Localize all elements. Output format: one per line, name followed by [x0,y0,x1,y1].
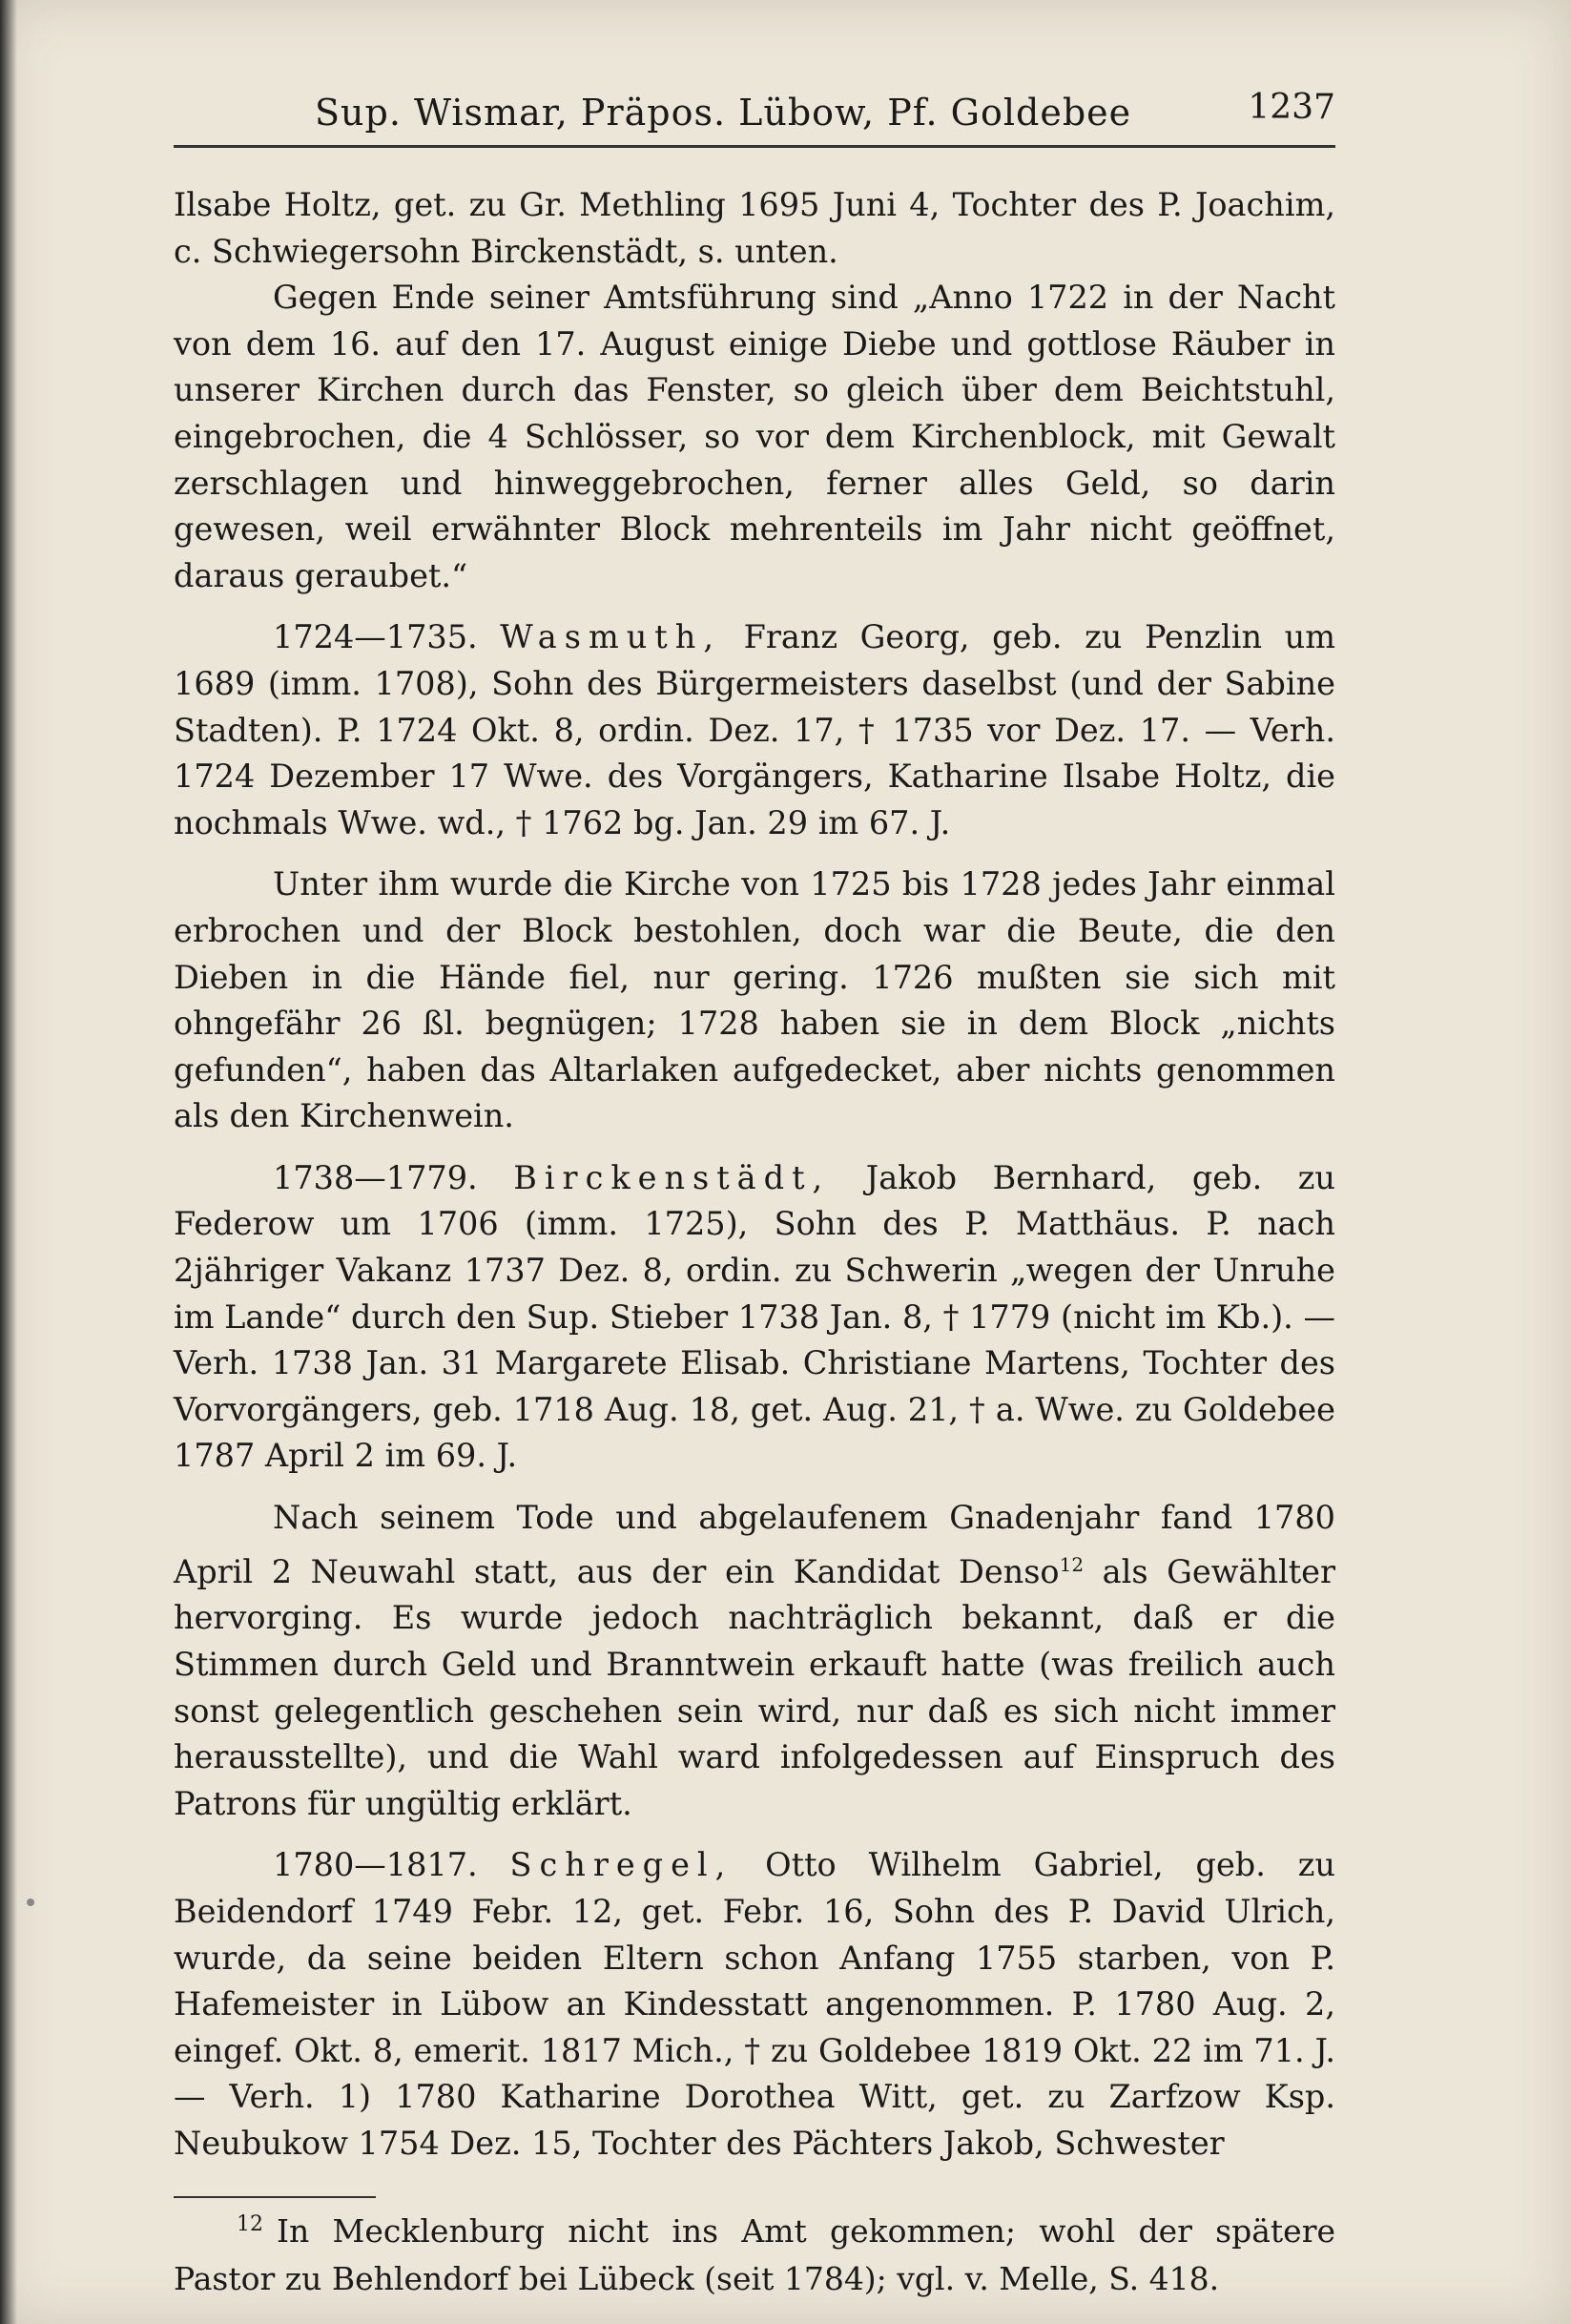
entry-surname: Birckenstädt, [513,1158,831,1196]
entry-wasmuth [174,614,1335,846]
entry-text: Otto Wilhelm Gabriel, geb. zu Beidendorf 1749 Febr. 12, get. Febr. 16, Sohn des P. David Ulrich, wurde, da seine beiden Eltern schon Anfang 1755 starben, von P. Hafemeister in Lübow an Kindesstatt angenommen. P. 1780 Aug. 2, eingef. Okt. 8, emerit. 1817 Mich., † zu Goldebee 1819 Okt. 22 im 71. J. — Verh. 1) 1780 Katharine Dorothea Witt, get. zu Zarfzow Ksp. Neubukow 1754 Dez. 15, Tochter des Pächters Jakob, Schwester [174,1846,1335,2162]
entry-text: Franz Georg, geb. zu Penzlin um 1689 (imm. 1708), Sohn des Bürgermeisters daselbst (und der Sabine Stadten). P. 1724 Okt. 8, ordin. Dez. 17, † 1735 vor Dez. 17. — Verh. 1724 Dezember 17 Wwe. des Vorgängers, Katharine Ilsabe Holtz, die nochmals Wwe. wd., † 1762 bg. Jan. 29 im 67. J. [174,618,1335,841]
footnote [174,2208,1335,2303]
paragraph-text: als Gewählter hervorging. Es wurde jedoch nachträglich bekannt, daß er die Stimmen durch Geld und Branntwein erkauft hatte (was freilich auch sonst gelegentlich geschehen sein wird, nur daß es sich nicht immer herausstellte), und die Wahl ward infolgedessen auf Einspruch des Patrons für ungültig erklärt. [174,1552,1335,1822]
paragraph-thefts-1725: Unter ihm wurde die Kirche von 1725 bis 1728 jedes Jahr einmal erbrochen und der Block bestohlen, doch war die Beute, die den Dieben in die Hände fiel, nur gering. 1726 mußten sie sich mit ohngefähr 26 ßl. begnügen; 1728 haben sie in dem Block „nichts gefunden“, haben das Altarlaken aufgedecket, aber nichts genommen als den Kirchenwein. [174,865,1335,1135]
footnote-divider [174,2196,376,2198]
entry-surname: Schregel, [509,1846,734,1884]
footnote-reference: 12 [1059,1552,1085,1576]
binding-shadow [0,0,17,2324]
paragraph-text: Nach seinem Tode und abgelaufenem Gnadenjahr fand 1780 April 2 Neuwahl statt, aus der ein Kandidat Denso [174,1499,1335,1590]
footnote-text: In Mecklenburg nicht ins Amt gekommen; wohl der spätere Pastor zu Behlendorf bei Lübeck (seit 1784); vgl. v. Melle, S. 418. [174,2211,1335,2297]
running-head-title: Sup. Wismar, Präpos. Lübow, Pf. Goldebee [315,92,1132,134]
page-content [174,88,1335,2303]
page-number: 1237 [1248,88,1335,127]
paragraph-election-1780 [174,1495,1335,1827]
entry-schregel [174,1842,1335,2167]
running-head [174,88,1335,148]
entry-birckenstaedt [174,1155,1335,1480]
entry-dates: 1724—1735. [273,618,478,656]
entry-dates: 1738—1779. [273,1158,478,1196]
entry-surname: Wasmuth, [500,618,721,656]
footnote-number: 12 [237,2211,263,2236]
entry-dates: 1780—1817. [273,1846,478,1884]
paper-speck [27,1899,34,1906]
entry-text: Jakob Bernhard, geb. zu Federow um 1706 (imm. 1725), Sohn des P. Matthäus. P. nach 2jähriger Vakanz 1737 Dez. 8, ordin. zu Schwerin „wegen der Unruhe im Lande“ durch den Sup. Stieber 1738 Jan. 8, † 1779 (nicht im Kb.). — Verh. 1738 Jan. 31 Margarete Elisab. Christiane Martens, Tochter des Vorvorgängers, geb. 1718 Aug. 18, get. Aug. 21, † a. Wwe. zu Goldebee 1787 April 2 im 69. J. [174,1158,1335,1475]
paragraph-theft-1722: Gegen Ende seiner Amtsführung sind „Anno 1722 in der Nacht von dem 16. auf den 17. August einige Diebe und gottlose Räuber in unserer Kirchen durch das Fenster, so gleich über dem Beichtstuhl, eingebrochen, die 4 Schlösser, so vor dem Kirchenblock, mit Gewalt zerschlagen und hinweggebrochen, ferner alles Geld, so darin gewesen, weil erwähnter Block mehrenteils im Jahr nicht geöffnet, daraus geraubet.“ [174,279,1335,594]
paragraph-continuation: Ilsabe Holtz, get. zu Gr. Methling 1695 Juni 4, Tochter des P. Joachim, c. Schwiegersohn Birckenstädt, s. unten. [174,186,1335,270]
